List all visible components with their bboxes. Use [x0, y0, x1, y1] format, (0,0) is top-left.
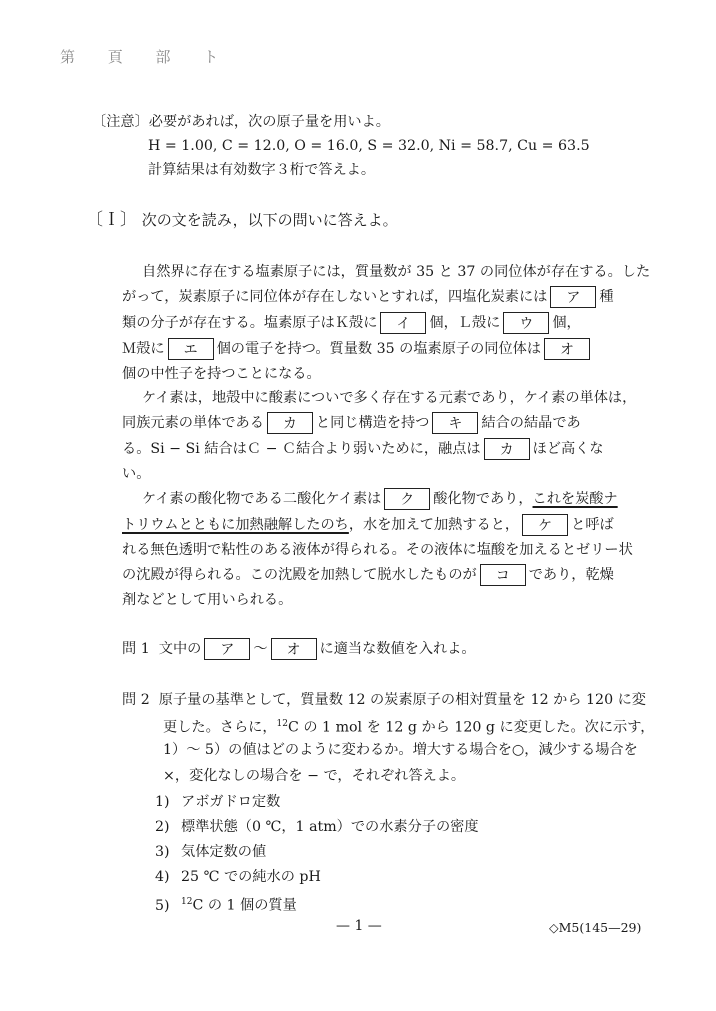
text: であり，乾燥 — [528, 567, 614, 583]
text: ，水を加えて加熱すると， — [348, 517, 520, 533]
text: の沈殿が得られる。この沈殿を加熱して脱水したものが — [122, 567, 477, 583]
p3-line-2 — [122, 514, 614, 536]
answer-box-ka-2: カ — [484, 438, 530, 460]
item-num: 2) — [155, 819, 170, 835]
note-line-1 — [92, 112, 390, 132]
answer-box-o: オ — [544, 338, 590, 360]
item-text: 25 ℃ での純水の pH — [181, 869, 321, 885]
answer-box-i: イ — [380, 312, 426, 334]
answer-box-ki: キ — [432, 412, 478, 434]
p1-line-3 — [122, 312, 581, 334]
p2-line-4: い。 — [122, 466, 151, 482]
note-sig-figs: 計算結果は有効数字３桁で答えよ。 — [148, 162, 376, 178]
text: ケイ素の酸化物である二酸化ケイ素は — [142, 491, 382, 507]
note-text: 必要があれば，次の原子量を用いよ。 — [148, 114, 390, 130]
p3-line-4 — [122, 564, 614, 586]
item-text: C の 1 個の質量 — [192, 897, 297, 914]
q2-line-2 — [163, 714, 654, 738]
q2-line-4: ×，変化なしの場合を − で，それぞれ答えよ。 — [163, 768, 466, 784]
p2-line-3 — [122, 438, 604, 460]
text: 文中の — [158, 641, 202, 657]
text: 原子量の基準として，質量数 12 の炭素原子の相対質量を 12 から 120 に変 — [158, 692, 646, 708]
text: C の 1 mol を 12 g から 120 g に変更した。次に示す， — [287, 719, 655, 736]
exam-code: ◇M5(145—29) — [549, 920, 642, 935]
answer-box-e: エ — [168, 338, 214, 360]
p2-line-1: ケイ素は，地殻中に酸素についで多く存在する元素であり，ケイ素の単体は， — [142, 390, 637, 406]
p1-line-2 — [122, 286, 614, 308]
p1-line-5: 個の中性子を持つことになる。 — [122, 366, 321, 382]
text: がって，炭素原子に同位体が存在しないとすれば，四塩化炭素には — [122, 289, 548, 305]
q2-label: 問 2 — [122, 692, 150, 708]
section-heading — [86, 210, 398, 230]
page-number: — 1 — — [336, 918, 382, 934]
p2-line-2 — [122, 412, 581, 434]
p3-line-1 — [142, 488, 618, 510]
p1-line-1: 自然界に存在する塩素原子には，質量数が 35 と 37 の同位体が存在する。した — [142, 264, 651, 280]
answer-box-ka: カ — [267, 412, 313, 434]
item-num: 5) — [155, 897, 170, 914]
answer-box-ke: ケ — [522, 514, 568, 536]
atomic-weights: H = 1.00, C = 12.0, O = 16.0, S = 32.0, Ni = 58.7, Cu = 63.5 — [148, 138, 590, 154]
underlined-phrase: これを炭酸ナ — [532, 491, 618, 507]
q1-label: 問 1 — [122, 641, 150, 657]
q2-item-5 — [155, 892, 297, 916]
q2-item-2 — [155, 817, 479, 837]
text: 〜 — [253, 641, 268, 657]
superscript: 12 — [181, 897, 193, 907]
q1-box-a: ア — [204, 638, 250, 660]
superscript: 12 — [276, 719, 288, 729]
text: 種 — [599, 289, 614, 305]
p3-line-5: 剤などとして用いられる。 — [122, 592, 293, 608]
q2-line-3: 1）〜 5）の値はどのように変わるか。増大する場合を○，減少する場合を — [163, 742, 638, 758]
text: 同族元素の単体である — [122, 415, 264, 431]
answer-box-a: ア — [550, 286, 596, 308]
text: 類の分子が存在する。塩素原子はＫ殻に — [122, 315, 378, 331]
q2-item-3 — [155, 842, 266, 862]
item-num: 3) — [155, 844, 170, 860]
section-label: 〔Ｉ〕 — [86, 210, 137, 230]
p3-line-3: れる無色透明で粘性のある液体が得られる。その液体に塩酸を加えるとゼリー状 — [122, 542, 633, 558]
text: と同じ構造を持つ — [315, 415, 430, 431]
section-intro: 次の文を読み，以下の問いに答えよ。 — [141, 211, 398, 229]
note-label: 〔注意〕 — [92, 114, 149, 130]
text: 個， — [552, 315, 581, 331]
question-2 — [122, 690, 646, 710]
text: Ｍ殻に — [122, 341, 165, 357]
text: 結合の結晶であ — [481, 415, 581, 431]
text: る。Si − Si 結合はＣ − Ｃ結合より弱いために，融点は — [122, 441, 481, 457]
q2-item-1 — [155, 792, 280, 812]
item-text: 気体定数の値 — [181, 844, 267, 860]
answer-box-ko: コ — [480, 564, 526, 586]
p1-line-4 — [122, 338, 593, 360]
item-text: 標準状態（0 ℃，1 atm）での水素分子の密度 — [181, 819, 479, 835]
text: 個の電子を持つ。質量数 35 の塩素原子の同位体は — [216, 341, 542, 357]
header-noise: 第 頁 部 ト — [60, 48, 233, 66]
item-text: アボガドロ定数 — [181, 794, 281, 810]
text: 酸化物であり， — [433, 491, 533, 507]
q1-box-o: オ — [271, 638, 317, 660]
text: 更した。さらに， — [163, 719, 277, 736]
text: ほど高くな — [532, 441, 604, 457]
q2-item-4 — [155, 867, 321, 887]
answer-box-u: ウ — [503, 312, 549, 334]
text: と呼ば — [571, 517, 614, 533]
underlined-phrase-cont: トリウムとともに加熱融解したのち — [122, 517, 349, 533]
question-1 — [122, 638, 476, 660]
item-num: 1) — [155, 794, 170, 810]
answer-box-ku: ク — [384, 488, 430, 510]
text: に適当な数値を入れよ。 — [319, 641, 476, 657]
item-num: 4) — [155, 869, 170, 885]
text: 個，Ｌ殻に — [429, 315, 501, 331]
